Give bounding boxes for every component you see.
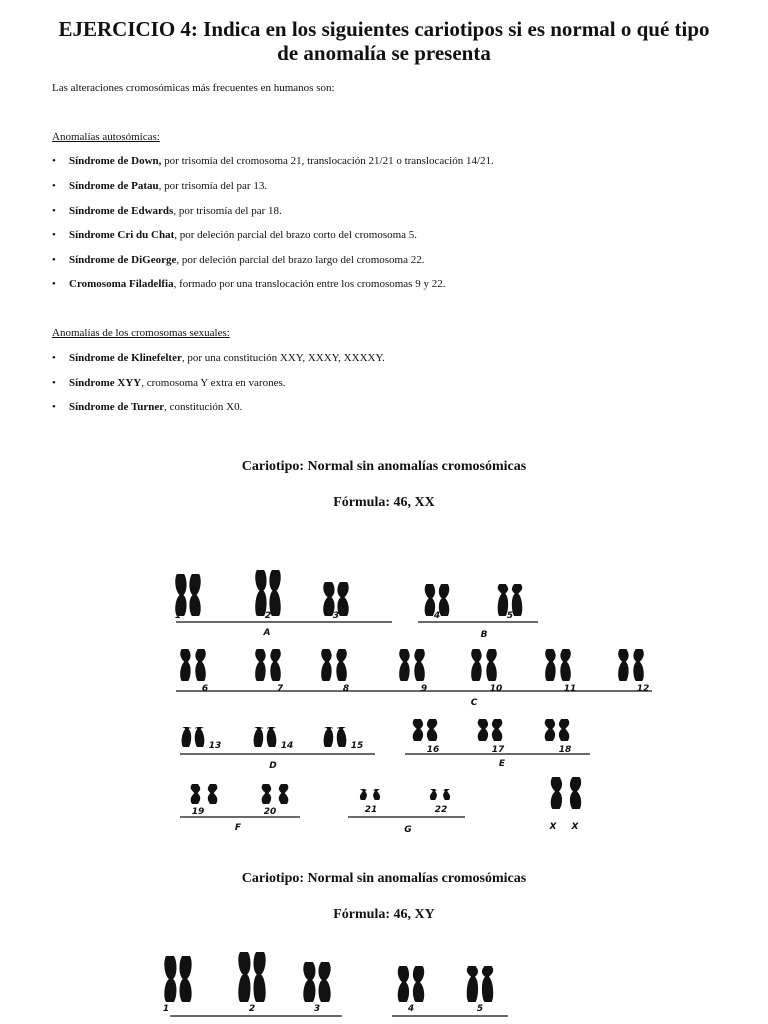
title-line-1: EJERCICIO 4: Indica en los siguientes cariotipos si es normal o qué tipo [58,17,710,41]
chromosome [545,649,555,681]
item-term: Síndrome Cri du Chat [69,229,175,241]
list-item: • Síndrome de DiGeorge, por deleción parcial del brazo largo del cromosoma 22. [52,254,425,266]
chromosome [398,966,409,1002]
chromosome [324,727,334,747]
chromosome [182,727,192,747]
pair-label: 1 [174,611,182,621]
group-label: G [404,825,412,835]
pair-label: 3 [313,1004,321,1014]
chromosome [208,784,218,804]
chromosome [321,649,331,681]
chromosome [180,649,190,681]
chromosome [486,649,496,681]
pair-label: 9 [420,684,428,694]
chromosome [478,719,488,741]
item-desc: , por trisomía del par 18. [173,205,282,217]
chromosome [195,649,205,681]
chromosome [414,649,424,681]
exercise-title [20,17,748,65]
item-term: Síndrome de DiGeorge [69,254,177,266]
chromosome [512,584,522,616]
item-desc: por trisomía del cromosoma 21, translocación 21/21 o translocación 14/21. [161,155,494,167]
pair-label: 5 [476,1004,484,1014]
group-label: E [498,759,506,769]
group-label: C [470,698,478,708]
item-term: Síndrome de Patau [69,180,159,192]
chromosome [413,966,424,1002]
pair-label: 21 [364,805,378,815]
group-label: A [263,628,271,638]
pair-label: 13 [208,741,222,751]
group-label: B [480,630,488,640]
chromosome [337,727,347,747]
pair-label: 12 [636,684,650,694]
pair-label: 10 [489,684,503,694]
intro-text: Las alteraciones cromosómicas más frecuentes en humanos son: [52,82,335,94]
karyotype2-formula: Fórmula: 46, XY [333,907,435,922]
pair-label: 14 [280,741,294,751]
pair-label: 18 [558,745,572,755]
karyotype-female-figure [0,545,768,845]
list-item: • Síndrome de Patau, por trisomía del par 13. [52,180,268,192]
pair-label: 22 [434,805,448,815]
item-term: Síndrome de Klinefelter [69,352,182,364]
pair-label: 3 [332,611,340,621]
chromosome [399,649,409,681]
pair-label: 2 [264,611,272,621]
chromosome [180,956,192,1002]
pair-label: 16 [426,745,440,755]
chromosome [262,784,272,804]
chromosome [551,777,562,809]
item-term: Síndrome XYY [69,377,142,389]
list-item: • Síndrome Cri du Chat, por deleción parcial del brazo corto del cromosoma 5. [52,229,418,241]
list-item: • Cromosoma Filadelfia, formado por una translocación entre los cromosomas 9 y 22. [52,278,446,290]
chromosome [560,649,570,681]
chromosome [191,784,201,804]
chromosome [633,649,643,681]
item-desc: , cromosoma Y extra en varones. [141,377,286,389]
karyotype1-caption: Cariotipo: Normal sin anomalías cromosómicas [241,459,527,474]
chromosome [319,962,331,1002]
pair-label: 8 [342,684,350,694]
chromosome [270,649,280,681]
chromosome [482,966,493,1002]
pair-label: 15 [350,741,364,751]
item-desc: , constitución X0. [164,401,243,413]
chromosome [373,789,380,800]
chromosome [443,789,450,800]
item-term: Síndrome de Down, [69,155,162,167]
list-item: • Síndrome de Down, por trisomía del cromosoma 21, translocación 21/21 o translocación 14/21. [52,155,494,167]
chromosome [360,789,367,800]
list-item: • Síndrome XYY, cromosoma Y extra en varones. [52,377,286,389]
sex-chromosome-label: X [549,822,557,832]
chromosome [439,584,449,616]
pair-label: 5 [506,611,514,621]
pair-label: 19 [191,807,205,817]
chromosome [427,719,437,741]
chromosome [471,649,481,681]
chromosome [545,719,555,741]
chromosome [175,574,186,616]
chromosome [255,649,265,681]
item-desc: , por deleción parcial del brazo corto del cromosoma 5. [174,229,418,241]
chromosome [303,962,315,1002]
pair-label: 1 [162,1004,170,1014]
chromosome [570,777,581,809]
list-item: • Síndrome de Klinefelter, por una constitución XXY, XXXY, XXXXY. [52,352,385,364]
item-desc: , formado por una translocación entre los cromosomas 9 y 22. [173,278,446,290]
title-line-2: de anomalía se presenta [277,41,491,65]
chromosome [164,956,176,1002]
list-item: • Síndrome de Edwards, por trisomía del par 18. [52,205,282,217]
chromosome [413,719,423,741]
chromosome [195,727,205,747]
pair-label: 11 [563,684,577,694]
autosomal-heading: Anomalías autosómicas: [52,131,160,143]
pair-label: 6 [201,684,209,694]
chromosome [189,574,200,616]
pair-label: 7 [276,684,284,694]
chromosome [238,952,250,1002]
item-term: Síndrome de Edwards [69,205,174,217]
karyotype2-caption: Cariotipo: Normal sin anomalías cromosómicas [241,871,527,886]
chromosome [255,570,266,616]
sex-chromosome-label: X [571,822,579,832]
group-label: D [269,761,277,771]
chromosome [492,719,502,741]
chromosome [267,727,277,747]
chromosome [467,966,478,1002]
item-term: Cromosoma Filadelfia [69,278,174,290]
chromosome [336,649,346,681]
karyotype-male-figure [0,930,768,1024]
item-desc: , por una constitución XXY, XXXY, XXXXY. [181,352,385,364]
item-desc: , por trisomía del par 13. [158,180,268,192]
pair-label: 2 [248,1004,256,1014]
pair-label: 4 [433,611,441,621]
chromosome [430,789,437,800]
pair-label: 20 [263,807,277,817]
chromosome [618,649,628,681]
chromosome [254,727,264,747]
chromosome [279,784,289,804]
pair-label: 17 [491,745,505,755]
chromosome [269,570,280,616]
list-item: • Síndrome de Turner, constitución X0. [52,401,243,413]
pair-label: 4 [407,1004,415,1014]
chromosome [254,952,266,1002]
group-label: F [234,823,242,833]
sexual-heading: Anomalías de los cromosomas sexuales: [52,327,230,339]
item-term: Síndrome de Turner [69,401,165,413]
item-desc: , por deleción parcial del brazo largo del cromosoma 22. [176,254,425,266]
karyotype1-formula: Fórmula: 46, XX [333,495,435,510]
chromosome [559,719,569,741]
